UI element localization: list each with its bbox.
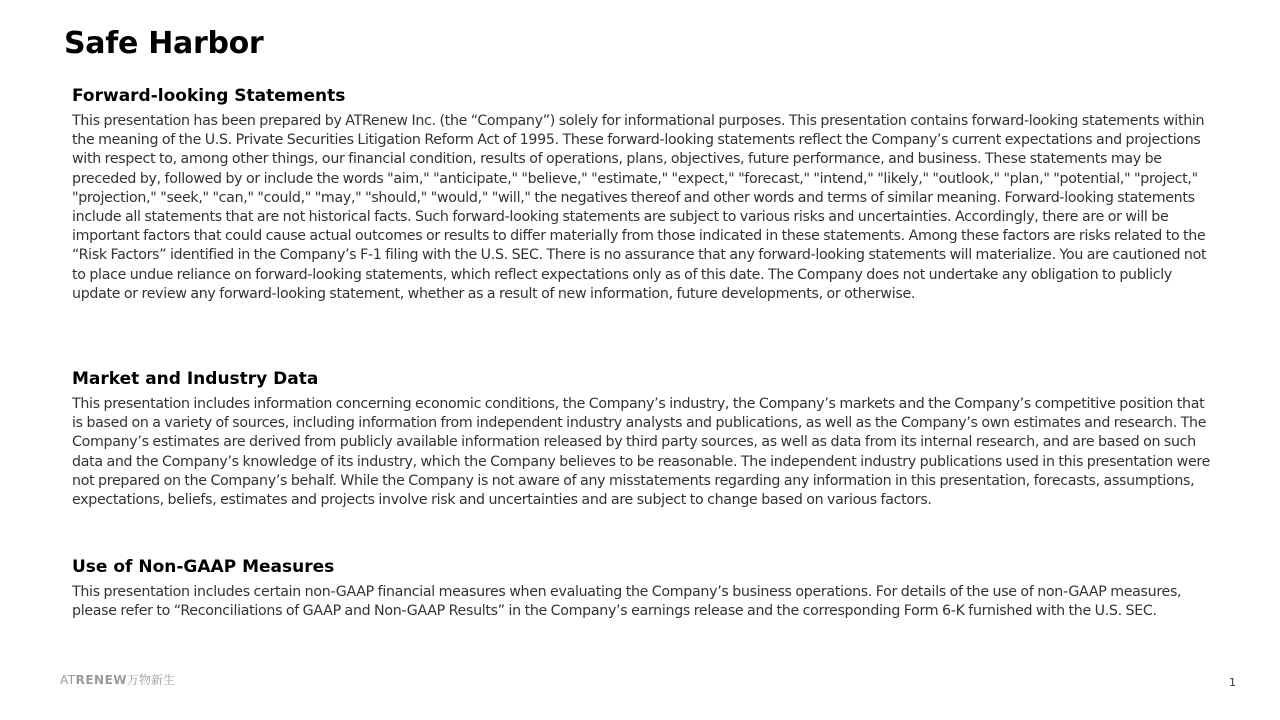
- section-market-industry-data: [72, 368, 1212, 510]
- section-heading: Market and Industry Data: [72, 369, 319, 389]
- atrenew-logo: [60, 671, 175, 688]
- page-title: Safe Harbor: [64, 26, 264, 61]
- section-heading: Forward-looking Statements: [72, 86, 346, 106]
- section-heading: Use of Non-GAAP Measures: [72, 557, 335, 577]
- logo-prefix: AT: [60, 673, 76, 687]
- logo-chinese: 万物新生: [127, 673, 176, 687]
- section-body: This presentation includes certain non-GAAP financial measures when evaluating the Company’s business operations. For details of the use of non-GAAP measures, please refer to “Reconciliations of GAAP and Non-GAAP Results” in the Company’s earnings release and the corresponding Form 6-K furnished with the U.S. SEC.: [72, 584, 1182, 620]
- logo-main: RENEW: [75, 673, 128, 687]
- section-body: This presentation includes information concerning economic conditions, the Company’s industry, the Company’s markets and the Company’s competitive position that is based on a variety of sources, including information from independent industry analysts and publications, as well as the Company’s own estimates and research. The Company’s estimates are derived from publicly available information released by third party sources, as well as data from its internal research, and are based on such data and the Company’s knowledge of its industry, which the Company believes to be reasonable. The independent industry publications used in this presentation were not prepared on the Company’s behalf. While the Company is not aware of any misstatements regarding any information in this presentation, forecasts, assumptions, expectations, beliefs, estimates and projects involve risk and uncertainties and are subject to change based on various factors.: [72, 396, 1211, 509]
- page-number: 1: [1229, 676, 1236, 689]
- section-non-gaap-measures: [72, 556, 1212, 621]
- section-body: This presentation has been prepared by ATRenew Inc. (the “Company”) solely for informational purposes. This presentation contains forward-looking statements within the meaning of the U.S. Private Securities Litigation Reform Act of 1995. These forward-looking statements reflect the Company’s current expectations and projections with respect to, among other things, our financial condition, results of operations, plans, objectives, future performance, and business. These statements may be preceded by, followed by or include the words "aim," "anticipate," "believe," "estimate," "expect," "forecast," "intend," "likely," "outlook," "plan," "potential," "project," "projection," "seek," "can," "could," "may," "should," "would," "will," the negatives thereof and other words and terms of similar meaning. Forward-looking statements include all statements that are not historical facts. Such forward-looking statements are subject to various risks and uncertainties. Accordingly, there are or will be important factors that could cause actual outcomes or results to differ materially from those indicated in these statements. Among these factors are risks related to the “Risk Factors” identified in the Company’s F-1 filing with the U.S. SEC. There is no assurance that any forward-looking statements will materialize. You are cautioned not to place undue reliance on forward-looking statements, which reflect expectations only as of this date. The Company does not undertake any obligation to publicly update or review any forward-looking statement, whether as a result of new information, future developments, or otherwise.: [72, 113, 1207, 302]
- section-forward-looking-statements: [72, 85, 1212, 304]
